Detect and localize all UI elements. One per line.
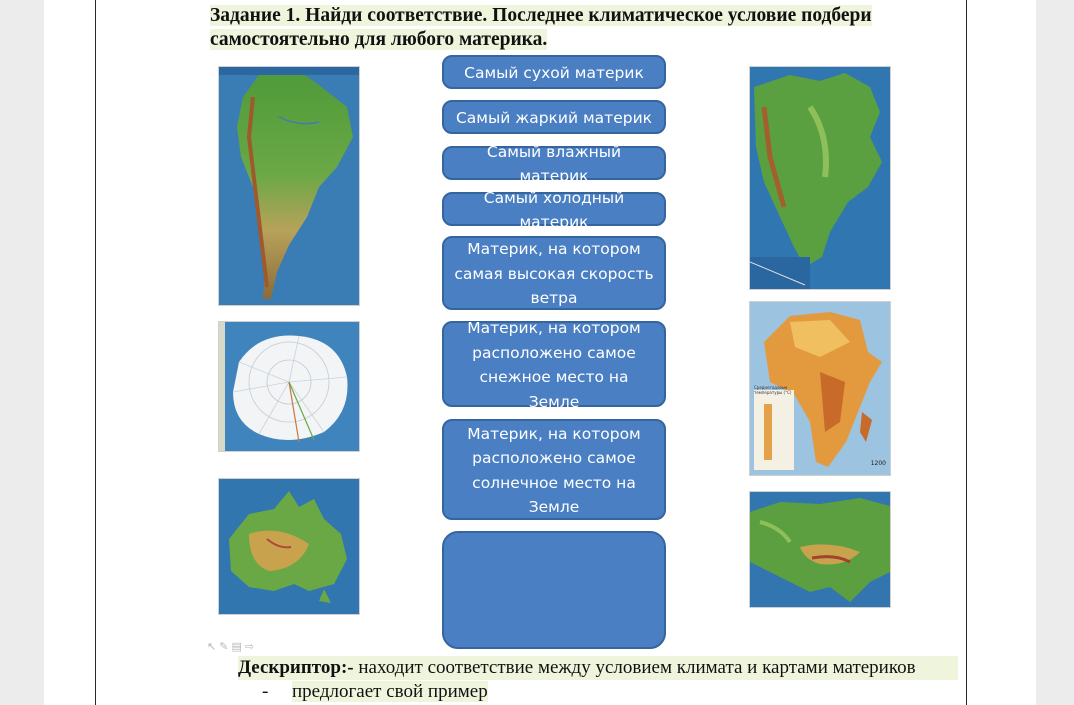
australia-map (218, 478, 360, 615)
condition-box-windiest-line3: ветра (530, 289, 578, 308)
condition-box-wettest[interactable] (442, 142, 666, 185)
bullet-dash: - (262, 681, 269, 702)
bullet-text: предлогает свой пример (292, 681, 488, 702)
africa-map (749, 301, 891, 476)
condition-box-snowiest-line3: снежное место на Земле (479, 368, 629, 411)
descriptor-label: Дескриптор:- (238, 657, 354, 678)
condition-box-hottest[interactable] (442, 100, 666, 134)
antarctica-map (218, 321, 360, 452)
condition-box-snowiest-line1: Материк, на котором (467, 319, 641, 337)
condition-box-driest[interactable] (442, 55, 666, 89)
condition-box-wettest-label: Самый влажный материк (486, 142, 622, 185)
north-america-map (749, 66, 891, 290)
south-america-map (218, 66, 360, 306)
condition-box-sunniest-line2: расположено самое (472, 449, 636, 467)
page-margin-line-left (95, 0, 96, 705)
condition-box-sunniest-line4: Земле (528, 498, 580, 516)
condition-box-sunniest[interactable] (442, 419, 666, 520)
pen-icon[interactable]: ✎ (219, 640, 232, 653)
condition-box-windiest[interactable] (442, 236, 666, 310)
condition-box-coldest[interactable] (442, 188, 666, 231)
menu-icon[interactable]: ▤ (231, 640, 245, 653)
descriptor-text: находит соответствие между условием климата и картами материков (353, 657, 916, 678)
condition-box-windiest-line1: Материк, на котором (467, 240, 641, 259)
condition-box-empty[interactable] (442, 531, 666, 649)
task-heading-line1: Задание 1. Найди соответствие. Последнее климатическое условие подбери (210, 5, 872, 26)
africa-legend-title: Среднегодовые температуры (°С) (754, 385, 792, 395)
image-toolbar[interactable] (207, 640, 257, 653)
eurasia-map (749, 491, 891, 608)
page-margin-line-right (966, 0, 967, 705)
condition-box-driest-label: Самый сухой материк (464, 63, 644, 82)
task-heading (210, 4, 910, 52)
pointer-icon[interactable]: ↖ (207, 640, 220, 653)
condition-box-hottest-label: Самый жаркий материк (455, 108, 653, 127)
condition-box-snowiest-line2: расположено самое (472, 343, 636, 362)
next-icon[interactable]: ⇨ (244, 640, 258, 653)
condition-box-coldest-label: Самый холодный материк (483, 188, 625, 231)
condition-box-sunniest-line3: солнечное место на (472, 473, 636, 492)
condition-box-snowiest[interactable] (442, 319, 666, 411)
condition-box-windiest-line2: самая высокая скорость (454, 264, 654, 283)
task-heading-line2: самостоятельно для любого материка. (210, 29, 548, 50)
condition-box-sunniest-line1: Материк, на котором (467, 424, 641, 443)
bullet-item (262, 680, 488, 704)
descriptor-line (238, 656, 958, 680)
africa-scale-label: 1200 (870, 460, 886, 467)
